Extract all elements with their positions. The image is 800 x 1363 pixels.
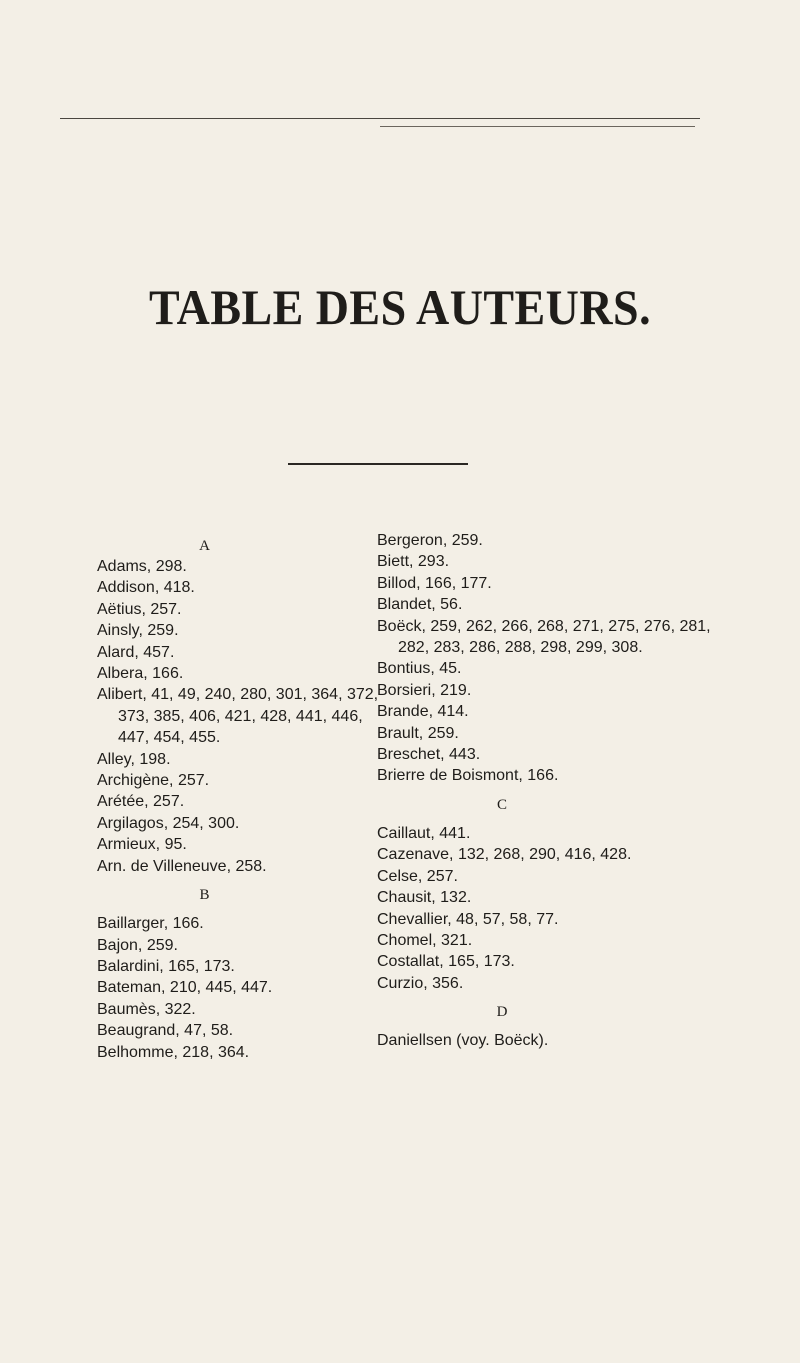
author-entry: Baillarger, 166. xyxy=(97,915,204,933)
author-entry: Argilagos, 254, 300. xyxy=(97,814,240,832)
author-entry: Curzio, 356. xyxy=(377,974,464,992)
author-entry: Borsieri, 219. xyxy=(377,681,472,699)
author-entry: Bontius, 45. xyxy=(377,660,462,678)
author-entry: Bateman, 210, 445, 447. xyxy=(97,979,273,997)
author-entry: Belhomme, 218, 364. xyxy=(97,1043,250,1061)
author-entry: Albera, 166. xyxy=(97,665,184,683)
title-rule xyxy=(288,463,468,465)
author-entry: Breschet, 443. xyxy=(377,746,481,764)
section-letter-a: A xyxy=(199,538,210,554)
section-letter-b: B xyxy=(199,887,210,904)
author-entry: Brierre de Boismont, 166. xyxy=(377,767,559,785)
author-entry: Brande, 414. xyxy=(377,703,469,721)
author-entry: Alley, 198. xyxy=(97,750,171,768)
author-entry: Chomel, 321. xyxy=(377,931,473,949)
author-entry: Alard, 457. xyxy=(97,643,175,661)
author-entry: Beaugrand, 47, 58. xyxy=(97,1022,234,1040)
section-letter-c: C xyxy=(496,796,507,813)
right-column xyxy=(377,530,717,1052)
author-entry: Costallat, 165, 173. xyxy=(377,953,515,971)
author-entry: Archigène, 257. xyxy=(97,772,210,790)
author-entry: Bajon, 259. xyxy=(97,936,178,954)
author-entry: Blandet, 56. xyxy=(377,596,463,614)
author-entry: Arn. de Villeneuve, 258. xyxy=(97,857,267,875)
author-entry: Caillaut, 441. xyxy=(377,824,471,842)
left-column xyxy=(97,530,382,1063)
author-entry: Chausit, 132. xyxy=(377,889,472,907)
top-rule-secondary xyxy=(380,126,695,127)
author-entry: Billod, 166, 177. xyxy=(377,574,492,592)
author-entry: Addison, 418. xyxy=(97,579,195,597)
author-entry: Baumès, 322. xyxy=(97,1000,196,1018)
top-rule xyxy=(60,118,700,119)
author-entry: Celse, 257. xyxy=(377,867,458,885)
author-entry: Cazenave, 132, 268, 290, 416, 428. xyxy=(377,846,632,864)
author-entry: Aëtius, 257. xyxy=(97,600,182,618)
author-entry: Ainsly, 259. xyxy=(97,622,179,640)
author-entry: Chevallier, 48, 57, 58, 77. xyxy=(377,910,559,928)
section-letter-d: D xyxy=(496,1004,508,1021)
author-entry: Armieux, 95. xyxy=(97,836,187,854)
author-entry: Biett, 293. xyxy=(377,553,450,571)
author-entry: Bergeron, 259. xyxy=(377,532,483,549)
author-entry: Adams, 298. xyxy=(97,558,187,575)
author-entry: Boëck, 259, 262, 266, 268, 271, 275, 276, 281, 282, 283, 286, 288, 298, 299, 308. xyxy=(377,617,711,657)
author-entry: Balardini, 165, 173. xyxy=(97,957,235,975)
author-entry: Daniellsen (voy. Boëck). xyxy=(377,1032,549,1050)
author-entry: Brault, 259. xyxy=(377,724,459,742)
author-entry: Arétée, 257. xyxy=(97,793,185,811)
page-title: TABLE DES AUTEURS. xyxy=(148,279,652,335)
author-entry: Alibert, 41, 49, 240, 280, 301, 364, 372, 373, 385, 406, 421, 428, 441, 446, 447, 454, 455. xyxy=(97,686,379,747)
